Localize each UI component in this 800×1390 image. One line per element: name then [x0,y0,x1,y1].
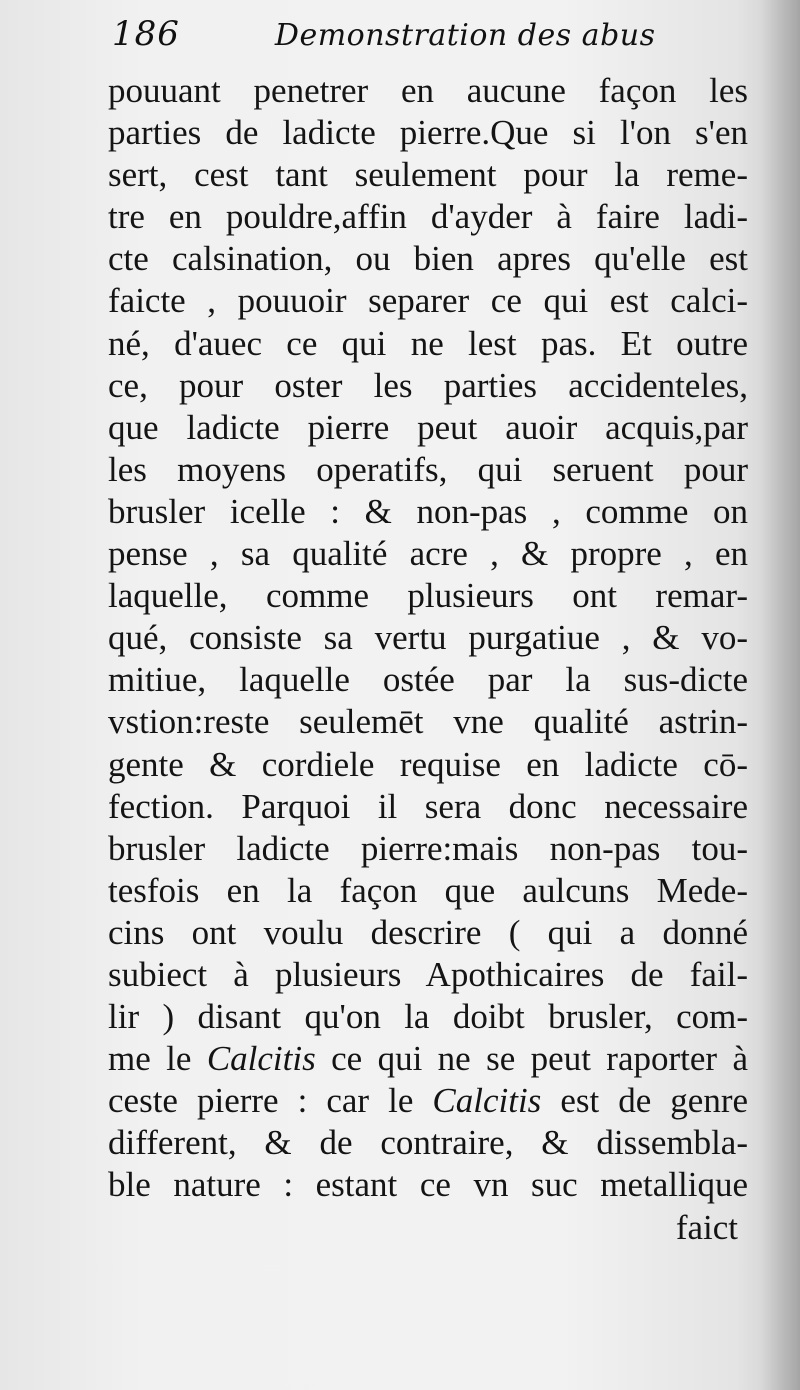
page-number: 186 [112,14,180,54]
text-line: gente & cordiele requise en ladicte cō- [108,744,748,784]
text-line: fection. Parquoi il sera donc necessaire [108,786,748,826]
text-line: me le Calcitis ce qui ne se peut raporter à [108,1039,748,1079]
text-line: pense , sa qualité acre , & propre , en [108,534,748,574]
text-line: cte calsination, ou bien apres qu'elle est [108,239,748,279]
text-line: brusler icelle : & non-pas , comme on [108,491,748,531]
catchword: faict [675,1207,738,1247]
text-line: subiect à plusieurs Apothicaires de fail- [108,954,748,994]
text-line: faicte , pouuoir separer ce qui est calci- [108,281,748,321]
text-line: lir ) disant qu'on la doibt brusler, com- [108,997,748,1037]
text-line: tre en pouldre,affin d'ayder à faire ladi- [108,197,748,237]
text-line: different, & de contraire, & dissembla- [108,1123,748,1163]
text-line: vstion:reste seulemēt vne qualité astrin- [108,702,748,742]
text-line: laquelle, comme plusieurs ont remar- [108,576,748,616]
text-line: les moyens operatifs, qui seruent pour [108,449,748,489]
text-line: tesfois en la façon que aulcuns Mede- [108,870,748,910]
page-header [112,14,740,64]
body-text [108,70,748,1249]
running-head: Demonstration des abus [274,18,656,53]
text-line: né, d'auec ce qui ne lest pas. Et outre [108,323,748,363]
text-line: ceste pierre : car le Calcitis est de genre [108,1081,749,1121]
text-line: parties de ladicte pierre.Que si l'on s'en [108,113,748,153]
text-line: mitiue, laquelle ostée par la sus-dicte [108,660,748,700]
text-line: pouuant penetrer en aucune façon les [108,71,748,110]
text-line: cins ont voulu descrire ( qui a donné [108,912,748,952]
text-line: brusler ladicte pierre:mais non-pas tou- [108,828,748,868]
text-line: ce, pour oster les parties accidenteles, [108,365,748,405]
text-line: sert, cest tant seulement pour la reme- [108,155,748,195]
text-line: qué, consiste sa vertu purgatiue , & vo- [108,618,748,658]
text-line: ble nature : estant ce vn suc metallique [108,1165,748,1205]
text-line: que ladicte pierre peut auoir acquis,par [108,407,748,447]
